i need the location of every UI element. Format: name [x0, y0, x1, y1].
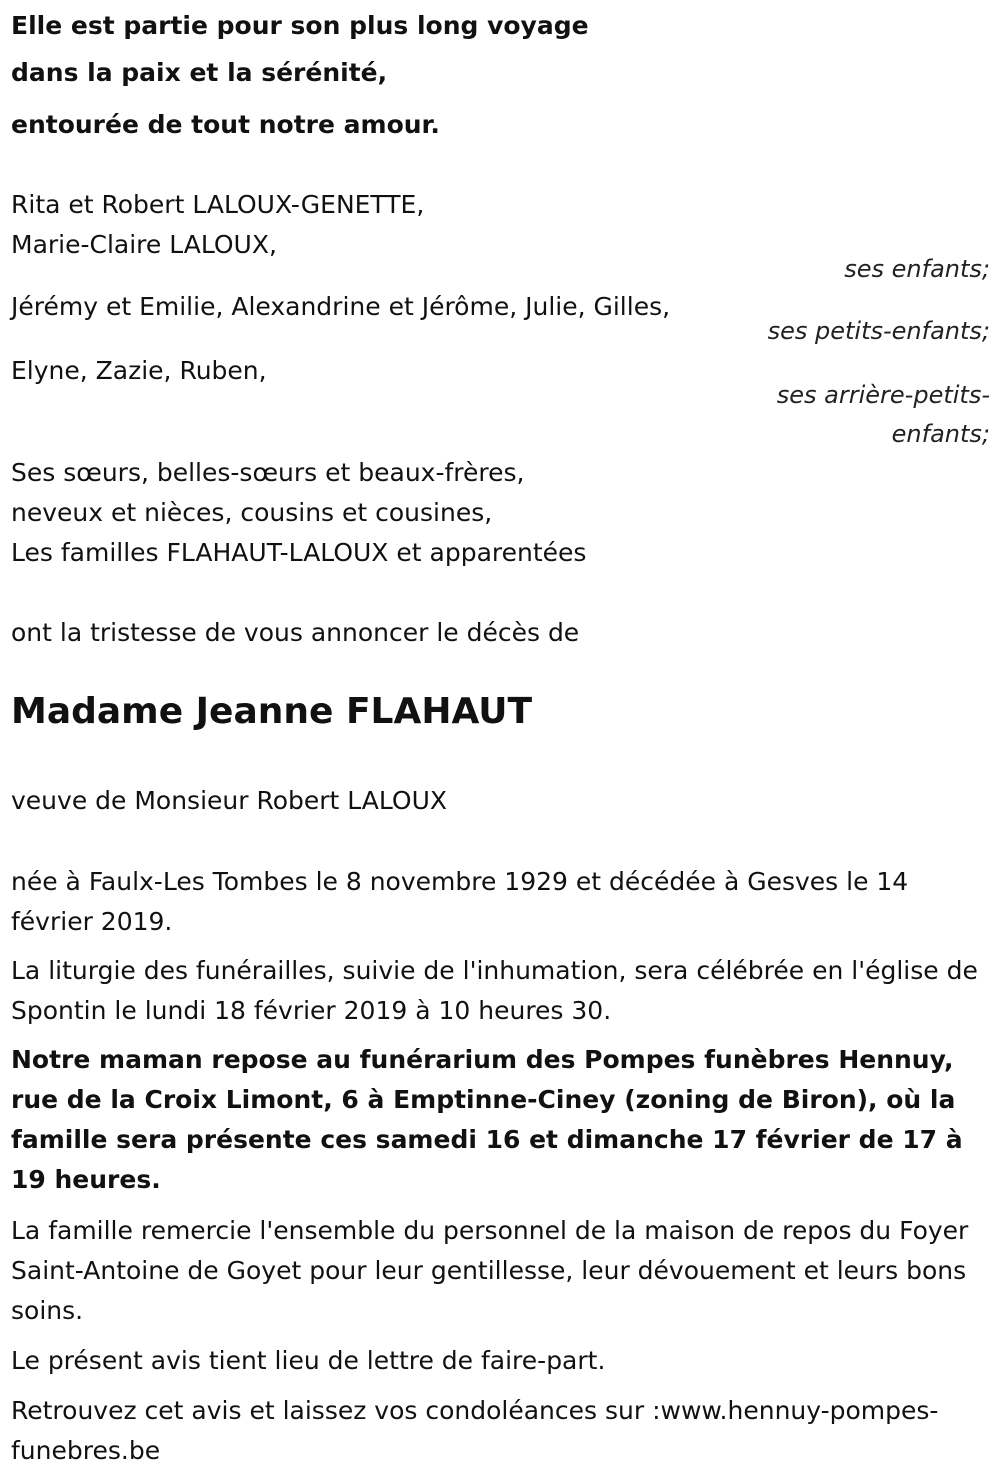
grandchildren-role: ses petits-enfants; [767, 317, 990, 345]
children-role: ses enfants; [844, 255, 990, 283]
announcement-line: ont la tristesse de vous annoncer le décès de [11, 618, 580, 647]
others-line-1: Ses sœurs, belles-sœurs et beaux-frères, [11, 458, 525, 487]
children-line-2: Marie-Claire LALOUX, [11, 230, 277, 259]
children-line-1: Rita et Robert LALOUX-GENETTE, [11, 190, 425, 219]
grandchildren-line: Jérémy et Emilie, Alexandrine et Jérôme, Julie, Gilles, [11, 292, 671, 321]
great-grandchildren-role-1: ses arrière-petits- [776, 381, 990, 409]
funerarium-paragraph: Notre maman repose au funérarium des Pompes funèbres Hennuy, rue de la Croix Limont, 6 à Emptinne-Ciney (zoning de Biron), où la famille sera présente ces samedi 16 et dimanche 17 février de 17 à 19 heures. [11, 1045, 963, 1194]
birth-death-paragraph: née à Faulx-Les Tombes le 8 novembre 1929 et décédée à Gesves le 14 février 2019. [11, 867, 909, 936]
others-line-3: Les familles FLAHAUT-LALOUX et apparentées [11, 538, 587, 567]
great-grandchildren-role-2: enfants; [891, 420, 990, 448]
others-line-2: neveux et nièces, cousins et cousines, [11, 498, 493, 527]
notice-paragraph: Le présent avis tient lieu de lettre de faire-part. [11, 1346, 606, 1375]
spouse-line: veuve de Monsieur Robert LALOUX [11, 786, 448, 815]
intro-line-3: entourée de tout notre amour. [11, 110, 440, 139]
deceased-name: Madame Jeanne FLAHAUT [11, 691, 533, 732]
thanks-paragraph: La famille remercie l'ensemble du personnel de la maison de repos du Foyer Saint-Antoine de Goyet pour leur gentillesse, leur dévouement et leurs bons soins. [11, 1216, 969, 1325]
intro-line-2: dans la paix et la sérénité, [11, 58, 388, 87]
intro-line-1: Elle est partie pour son plus long voyage [11, 11, 589, 40]
great-grandchildren-line: Elyne, Zazie, Ruben, [11, 356, 267, 385]
liturgy-paragraph: La liturgie des funérailles, suivie de l'inhumation, sera célébrée en l'église de Spontin le lundi 18 février 2019 à 10 heures 30. [11, 956, 978, 1025]
condolences-paragraph: Retrouvez cet avis et laissez vos condoléances sur :www.hennuy-pompes-funebres.be [11, 1396, 939, 1465]
